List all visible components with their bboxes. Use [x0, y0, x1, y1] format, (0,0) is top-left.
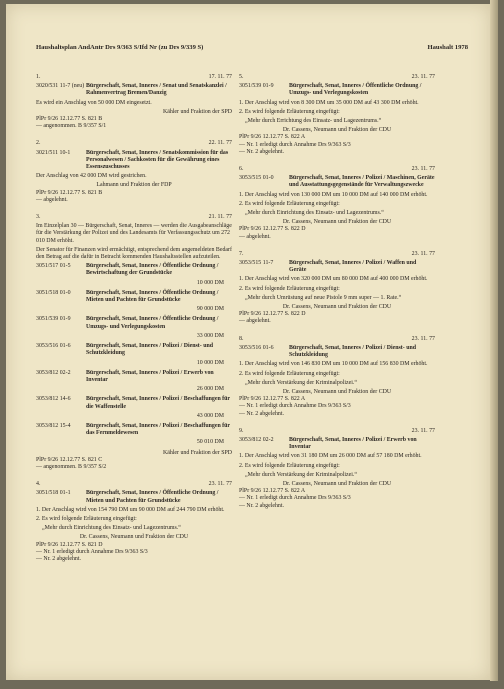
list-item: 1. Der Anschlag wird von 8 300 DM um 35 000 DM auf 43 300 DM erhöht.	[239, 99, 419, 106]
entry-number: 7.	[239, 250, 244, 257]
budget-title: Bürgerschaft, Senat, Inneres / Polizei / Erwerb von Inventar	[289, 436, 417, 451]
entry-number: 5.	[239, 74, 244, 80]
budget-code: 3053/516 01-6	[36, 343, 71, 350]
plenary-reference: PlPr 9/26 12.12.77 S. 821 D	[36, 541, 103, 548]
plenary-reference: PlPr 9/26 12.12.77 S. 822 D	[239, 226, 306, 233]
budget-title: Bürgerschaft, Senat, Inneres / Polizei / Dienst- und Schutzkleidung	[289, 344, 417, 359]
entry-date: 21. 11. 77	[208, 214, 232, 221]
plenary-reference: PlPr 9/26 12.12.77 S. 822 D	[239, 311, 306, 318]
signature: Kähler und Fraktion der SPD	[162, 449, 232, 456]
budget-code: 3053/515 11-7	[239, 260, 274, 267]
budget-title: Bürgerschaft, Senat, Inneres / Öffentliche Ordnung / Mieten und Pachten für Grundstücke	[86, 490, 219, 504]
signature: Lahmann und Fraktion der FDP	[96, 182, 172, 189]
budget-code: 3051/518 01-1	[36, 490, 71, 497]
entry-result: — Nr. 1 erledigt durch Annahme Drs 9/363 S/3	[239, 495, 351, 502]
list-item: 2. Es wird folgende Erläuterung eingefügt:	[239, 285, 340, 292]
right-column	[239, 74, 435, 520]
quoted-explanation: „Mehr durch Einrichtung des Einsatz- und Lagezentrums.“	[245, 210, 384, 217]
quoted-explanation: „Mehr durch Verstärkung der Kriminalpolizei.“	[245, 379, 357, 386]
budget-title: Bürgerschaft, Senat, Inneres / Öffentliche Ordnung / Mieten und Pachten für Grundstücke	[86, 289, 219, 304]
list-item: 2. Es wird folgende Erläuterung eingefügt:	[239, 108, 340, 115]
budget-amount: 33 000 DM	[196, 332, 224, 339]
entry-result: — angenommen. B 9/357 S/2	[36, 463, 107, 470]
budget-title: Bürgerschaft, Senat, Inneres / Polizei / Waffen und Geräte	[289, 260, 417, 274]
entry-date: 23. 11. 77	[411, 335, 435, 342]
entry-result: — abgelehnt.	[239, 233, 271, 240]
list-item: 1. Der Anschlag wird von 31 180 DM um 26 000 DM auf 57 180 DM erhöht.	[239, 453, 422, 460]
signature: Dr. Cassens, Neumann und Fraktion der CDU	[282, 219, 392, 226]
entry-number: 9.	[239, 427, 244, 434]
signature: Kähler und Fraktion der SPD	[162, 108, 232, 115]
entry-1	[36, 74, 232, 130]
entry-2	[36, 140, 232, 204]
entry-number: 8.	[239, 335, 244, 342]
entry-text: Im Einzelplan 30 — Bürgerschaft, Senat, Inneres — werden die Ausgabeanschläge für die Verstärkung der Polizei und des Landesamts für Verfassungsschutz um 272 010 DM erhöht.	[36, 223, 232, 244]
entry-result: — Nr. 2 abgelehnt.	[239, 148, 284, 155]
budget-code: 3053/812 14-6	[36, 396, 71, 403]
budget-code: 3051/539 01-9	[239, 83, 274, 90]
entry-3	[36, 214, 232, 471]
entry-number: 2.	[36, 140, 41, 147]
plenary-reference: PlPr 9/26 12.12.77 S. 822 A	[239, 396, 306, 403]
list-item: 2. Es wird folgende Erläuterung eingefügt:	[239, 462, 340, 469]
budget-title: Bürgerschaft, Senat, Inneres / Senat und Senatskanzlei / Rahmenvertrag Bremen/Danzig	[86, 83, 227, 97]
quoted-explanation: „Mehr durch Verstärkung der Kriminalpolizei.“	[245, 471, 357, 478]
entry-date: 17. 11. 77	[208, 74, 232, 80]
entry-4	[36, 481, 232, 563]
left-column	[36, 74, 232, 573]
entry-5	[239, 74, 435, 156]
entry-result: — Nr. 2 abgelehnt.	[36, 555, 81, 562]
entry-text: Es wird ein Anschlag von 50 000 DM eingesetzt.	[36, 99, 152, 106]
entry-number: 1.	[36, 74, 41, 80]
page-header	[36, 44, 468, 51]
signature: Dr. Cassens, Neumann und Fraktion der CDU	[282, 127, 392, 134]
entry-6	[239, 166, 435, 241]
budget-amount: 10 000 DM	[196, 359, 224, 366]
entry-text: Der Anschlag von 42 000 DM wird gestrichen.	[36, 173, 147, 180]
budget-title: Bürgerschaft, Senat, Inneres / Polizei / Dienst- und Schutzkleidung	[86, 343, 214, 357]
entry-date: 23. 11. 77	[208, 481, 232, 488]
budget-code: 3053/812 02-2	[239, 436, 274, 443]
plenary-reference: PlPr 9/26 12.12.77 S. 821 C	[36, 456, 103, 463]
entry-result: — Nr. 2 abgelehnt.	[239, 502, 284, 509]
budget-title: Bürgerschaft, Senat, Inneres / Öffentliche Ordnung / Bewirtschaftung der Grundstücke	[86, 263, 219, 277]
entry-result: — abgelehnt.	[239, 318, 271, 325]
entry-result: — abgelehnt.	[36, 196, 68, 203]
entry-date: 22. 11. 77	[208, 140, 232, 147]
entry-date: 23. 11. 77	[411, 250, 435, 257]
quoted-explanation: „Mehr durch Umrüstung auf neue Pistole 9 mm super — 1. Rate.“	[245, 294, 402, 301]
budget-title: Bürgerschaft, Senat, Inneres / Polizei / Erwerb von Inventar	[86, 369, 214, 383]
budget-title: Bürgerschaft, Senat, Inneres / Polizei / Maschinen, Geräte und Ausstattungsgegenstände für Verwaltungszwecke	[289, 175, 435, 189]
entry-9	[239, 428, 435, 510]
entry-date: 23. 11. 77	[411, 427, 435, 434]
budget-code: 3051/517 01-5	[36, 263, 71, 270]
entry-result: — Nr. 2 abgelehnt.	[239, 410, 284, 417]
entry-text: Der Senator für Finanzen wird ermächtigt, entsprechend dem angemeldeten Bedarf den Betrag auf die dafür in Betracht kommenden Haushaltsstellen aufzuteilen.	[36, 246, 232, 261]
budget-title: Bürgerschaft, Senat, Inneres / Öffentliche Ordnung / Umzugs- und Verlegungskosten	[86, 316, 219, 330]
list-item: 1. Der Anschlag wird von 320 000 DM um 80 000 DM auf 400 000 DM erhöht.	[239, 276, 428, 283]
budget-code: 3053/516 01-6	[239, 344, 274, 351]
budget-amount: 50 010 DM	[196, 439, 224, 446]
header-left: Haushaltsplan AndAntr Drs 9/363 S/Ifd Nr (zu Drs 9/339 S)	[36, 44, 204, 51]
budget-amount: 43 000 DM	[196, 412, 224, 419]
entry-number: 3.	[36, 214, 41, 221]
entry-date: 23. 11. 77	[411, 74, 435, 80]
entry-number: 4.	[36, 481, 41, 488]
list-item: 2. Es wird folgende Erläuterung eingefügt:	[36, 515, 137, 522]
entry-date: 23. 11. 77	[411, 166, 435, 173]
budget-code: 3051/539 01-9	[36, 316, 71, 323]
plenary-reference: PlPr 9/26 12.12.77 S. 822 A	[239, 488, 306, 495]
budget-code: 3020/531 11-7 (neu)	[36, 83, 85, 90]
entry-8	[239, 336, 435, 418]
list-item: 2. Es wird folgende Erläuterung eingefügt:	[239, 200, 340, 207]
budget-code: 3053/515 01-0	[239, 175, 274, 182]
binding-edge	[490, 0, 498, 681]
budget-amount: 26 000 DM	[196, 386, 224, 393]
budget-code: 3053/812 02-2	[36, 369, 71, 376]
signature: Dr. Cassens, Neumann und Fraktion der CDU	[282, 304, 392, 311]
budget-title: Bürgerschaft, Senat, Inneres / Polizei / Beschaffungen für das Fernmeldewesen	[86, 422, 230, 437]
budget-title: Bürgerschaft, Senat, Inneres / Senatskommission für das Personalwesen / Sachkosten für die Gewährung eines Essenszuschusses	[86, 149, 229, 171]
budget-title: Bürgerschaft, Senat, Inneres / Polizei / Beschaffungen für die Waffenstelle	[86, 396, 230, 410]
document-page	[6, 4, 490, 680]
signature: Dr. Cassens, Neumann und Fraktion der CDU	[79, 534, 189, 541]
entry-number: 6.	[239, 166, 244, 173]
budget-code: 3051/518 01-0	[36, 289, 71, 296]
list-item: 1. Der Anschlag wird von 154 790 DM um 90 000 DM auf 244 790 DM erhöht.	[36, 506, 225, 513]
header-right: Haushalt 1978	[427, 44, 468, 51]
plenary-reference: PlPr 9/26 12.12.77 S. 821 B	[36, 189, 103, 196]
budget-amount: 90 000 DM	[196, 306, 224, 313]
entry-result: — angenommen. B 9/357 S/1	[36, 123, 107, 130]
signature: Dr. Cassens, Neumann und Fraktion der CDU	[282, 480, 392, 487]
budget-code: 3053/812 15-4	[36, 422, 71, 429]
budget-title: Bürgerschaft, Senat, Inneres / Öffentliche Ordnung / Umzugs- und Verlegungskosten	[289, 83, 422, 97]
budget-code: 3021/511 10-1	[36, 149, 71, 156]
list-item: 1. Der Anschlag wird von 146 830 DM um 10 000 DM auf 156 830 DM erhöht.	[239, 361, 428, 368]
signature: Dr. Cassens, Neumann und Fraktion der CDU	[282, 388, 392, 395]
entry-result: — Nr. 1 erledigt durch Annahme Drs 9/363 S/3	[239, 403, 351, 410]
quoted-explanation: „Mehr durch Errichtung des Einsatz- und Lagezentrums.“	[245, 118, 382, 125]
plenary-reference: PlPr 9/26 12.12.77 S. 822 A	[239, 134, 306, 141]
list-item: 2. Es wird folgende Erläuterung eingefügt:	[239, 370, 340, 377]
entry-result: — Nr. 1 erledigt durch Annahme Drs 9/363 S/3	[36, 548, 148, 555]
entry-result: — Nr. 1 erledigt durch Annahme Drs 9/363 S/3	[239, 141, 351, 148]
plenary-reference: PlPr 9/26 12.12.77 S. 821 B	[36, 116, 103, 123]
list-item: 1. Der Anschlag wird von 130 000 DM um 10 000 DM auf 140 000 DM erhöht.	[239, 191, 428, 198]
entry-7	[239, 251, 435, 326]
quoted-explanation: „Mehr durch Einrichtung des Einsatz- und Lagezentrums.“	[42, 525, 181, 532]
budget-amount: 10 000 DM	[196, 279, 224, 286]
